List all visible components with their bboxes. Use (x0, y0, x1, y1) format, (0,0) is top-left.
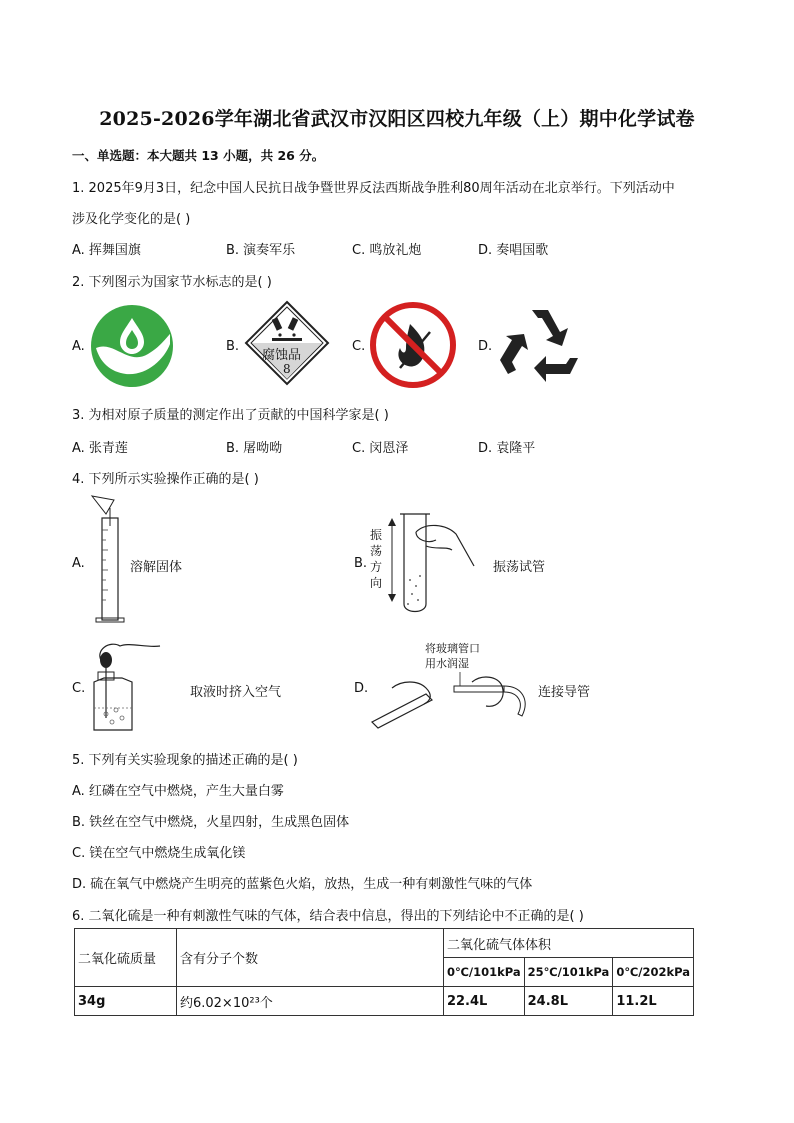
q5-option-a[interactable]: A. 红磷在空气中燃烧，产生大量白雾 (72, 784, 284, 799)
recycle-sign-icon (494, 302, 586, 386)
connecting-tubes-icon (372, 670, 532, 730)
q5-option-d[interactable]: D. 硫在氧气中燃烧产生明亮的蓝紫色火焰，放热，生成一种有刺激性气味的气体 (72, 877, 533, 892)
question-3: 3. 为相对原子质量的测定作出了贡献的中国科学家是( ) (72, 408, 389, 423)
no-fire-sign-icon (370, 302, 456, 388)
condition-2: 25℃/101kPa (524, 958, 613, 987)
q1-option-c[interactable]: C. 鸣放礼炮 (352, 243, 422, 258)
q4-option-c[interactable]: C. (72, 681, 86, 696)
graduated-cylinder-icon (92, 496, 128, 626)
shake-direction-label: 振 荡 方 向 (370, 528, 383, 590)
condition-1: 0℃/101kPa (443, 958, 524, 987)
water-saving-sign-icon (90, 304, 174, 388)
page-title: 2025-2026学年湖北省武汉市汉阳区四校九年级（上）期中化学试卷 (99, 108, 695, 130)
q4-option-a[interactable]: A. (72, 556, 85, 571)
question-1-line-2: 涉及化学变化的是( ) (72, 212, 191, 227)
q2-option-d[interactable]: D. (478, 339, 493, 354)
so2-data-table (74, 928, 694, 1016)
shaking-test-tube-icon (386, 510, 478, 616)
question-6: 6. 二氧化硫是一种有刺激性气味的气体，结合表中信息，得出的下列结论中不正确的是( ) (72, 909, 584, 924)
q4-a-caption: 溶解固体 (130, 560, 183, 575)
section-heading: 一、单选题：本大题共 13 小题，共 26 分。 (72, 148, 325, 163)
q4-c-caption: 取液时挤入空气 (190, 685, 282, 700)
q2-option-a[interactable]: A. (72, 339, 85, 354)
q2-option-b[interactable]: B. (226, 339, 240, 354)
q1-option-a[interactable]: A. 挥舞国旗 (72, 243, 141, 258)
corrosive-sign-label: 腐蚀品 (262, 348, 302, 363)
header-volume: 二氧化硫气体体积 (443, 929, 693, 958)
q3-option-d[interactable]: D. 袁隆平 (478, 441, 536, 456)
question-2: 2. 下列图示为国家节水标志的是( ) (72, 275, 272, 290)
q5-option-b[interactable]: B. 铁丝在空气中燃烧，火星四射，生成黑色固体 (72, 815, 350, 830)
cell-volume-1: 22.4L (443, 987, 524, 1016)
question-1-line-1: 1. 2025年9月3日，纪念中国人民抗日战争暨世界反法西斯战争胜利80周年活动在北京举行。下列活动中 (72, 181, 675, 196)
cell-mass: 34g (75, 987, 177, 1016)
connect-tube-annotation: 将玻璃管口 用水润湿 (425, 642, 480, 670)
condition-3: 0℃/202kPa (613, 958, 694, 987)
q4-b-caption: 振荡试管 (493, 560, 546, 575)
q3-option-c[interactable]: C. 闵恩泽 (352, 441, 409, 456)
q1-option-d[interactable]: D. 奏唱国歌 (478, 243, 549, 258)
question-4: 4. 下列所示实验操作正确的是( ) (72, 472, 259, 487)
header-mass: 二氧化硫质量 (75, 929, 177, 987)
corrosive-sign-number: 8 (283, 362, 291, 376)
q4-option-b[interactable]: B. (354, 556, 368, 571)
question-5: 5. 下列有关实验现象的描述正确的是( ) (72, 753, 298, 768)
q4-d-caption: 连接导管 (538, 685, 591, 700)
q3-option-b[interactable]: B. 屠呦呦 (226, 441, 283, 456)
q2-option-c[interactable]: C. (352, 339, 366, 354)
cell-volume-2: 24.8L (524, 987, 613, 1016)
cell-molecules: 约6.02×10²³个 (176, 987, 443, 1016)
header-molecules: 含有分子个数 (176, 929, 443, 987)
q5-option-c[interactable]: C. 镁在空气中燃烧生成氧化镁 (72, 846, 246, 861)
cell-volume-3: 11.2L (613, 987, 694, 1016)
dropper-bottle-icon (86, 638, 162, 734)
q1-option-b[interactable]: B. 演奏军乐 (226, 243, 296, 258)
q4-option-d[interactable]: D. (354, 681, 369, 696)
q3-option-a[interactable]: A. 张青莲 (72, 441, 128, 456)
